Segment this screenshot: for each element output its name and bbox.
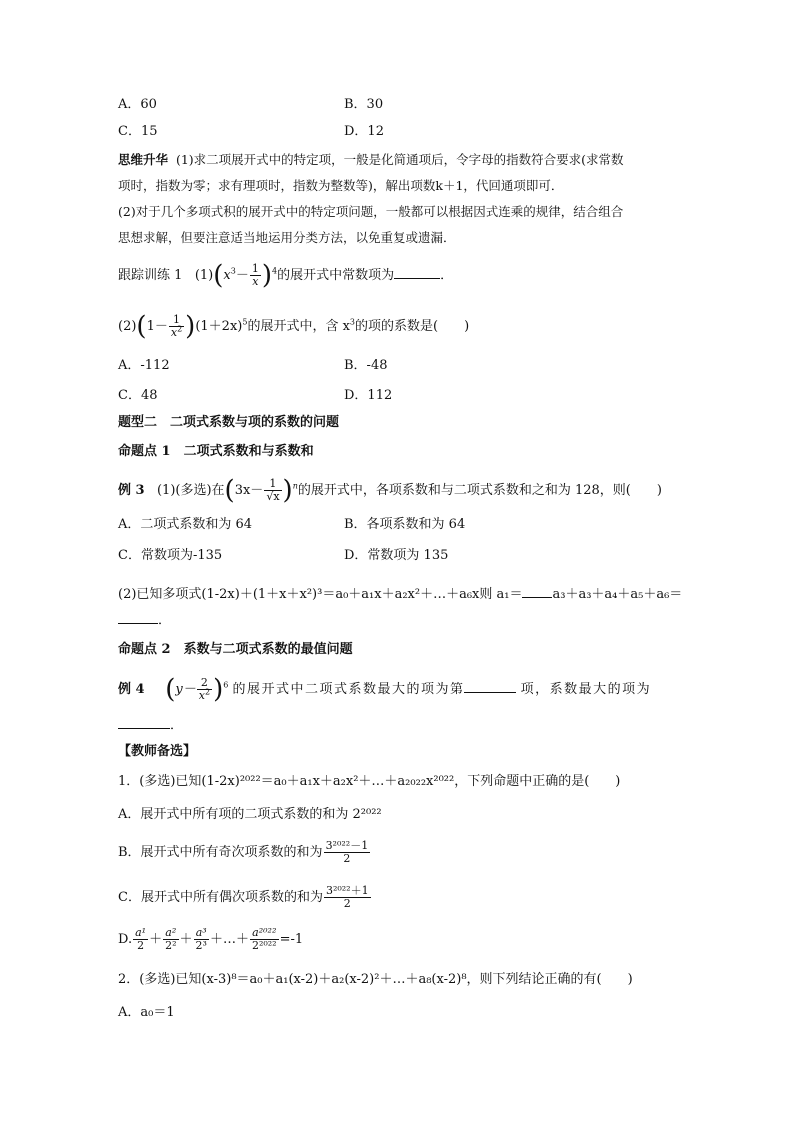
frac-den: √x xyxy=(266,490,280,503)
option-d-end: =-1 xyxy=(279,932,304,947)
paren-left: ( xyxy=(224,475,235,506)
paren-right: ) xyxy=(185,311,196,342)
example4-line2 xyxy=(118,715,183,736)
exp: 2 xyxy=(204,687,211,697)
frac-den: x xyxy=(252,275,259,288)
frac-num: 2 xyxy=(197,677,212,690)
fraction xyxy=(324,885,371,910)
paren-right: ) xyxy=(213,674,224,705)
option-c-text: C．展开式中所有偶次项系数的和为 xyxy=(118,890,323,905)
period: ． xyxy=(158,613,172,628)
period: ． xyxy=(440,268,454,283)
track-q1 xyxy=(118,260,454,291)
option-b-text: B．展开式中所有奇次项系数的和为 xyxy=(118,845,323,860)
example3-label: 例 3 xyxy=(118,483,145,498)
siwei-p2a: (2)对于几个多项式积的展开式中的特定项问题，一般都可以根据因式连乘的规律，结合组合 xyxy=(118,204,624,219)
period: ． xyxy=(170,718,184,733)
option-a: A．60 xyxy=(118,97,157,112)
track-q2-end: 的项的系数是( ) xyxy=(355,319,470,334)
example4-label: 例 4 xyxy=(118,682,145,697)
power: n xyxy=(292,481,298,491)
example3-option-d: D．常数项为 135 xyxy=(344,548,449,563)
fraction xyxy=(197,677,212,702)
teacher-q1-option-a: A．展开式中所有项的二项式系数的和为 2²⁰²² xyxy=(118,807,382,822)
track-q1-text: 的展开式中常数项为 xyxy=(277,268,395,283)
fraction xyxy=(264,478,281,503)
option-b: B．30 xyxy=(344,97,384,112)
example3-q2-text-b: a₃＋a₃＋a₄＋a₅＋a₆＝ xyxy=(552,587,683,602)
paren-right: ) xyxy=(261,260,272,291)
frac-den: 2³ xyxy=(195,939,207,952)
example3-q1 xyxy=(118,475,662,506)
frac-num: 3²⁰²²＋1 xyxy=(325,884,369,897)
frac-num: 1 xyxy=(264,478,281,491)
frac-num: a² xyxy=(163,927,178,940)
fraction xyxy=(133,927,148,952)
fraction xyxy=(169,314,184,339)
example3-pre: (1)(多选)在 xyxy=(156,483,225,498)
answer-blank[interactable] xyxy=(118,610,158,624)
power: 6 xyxy=(223,680,229,690)
type2-title: 题型二 二项式系数与项的系数的问题 xyxy=(118,415,340,430)
track-option-d: D．112 xyxy=(344,388,393,403)
example3-option-c: C．常数项为-135 xyxy=(118,548,223,563)
siwei-p1a: (1)求二项展开式中的特定项，一般是化简通项后，令字母的指数符合要求(求常数 xyxy=(175,152,624,167)
term-3x: 3x－ xyxy=(234,483,264,498)
frac-num: a³ xyxy=(194,927,209,940)
paren-right: ) xyxy=(282,475,293,506)
example3-option-b: B．各项系数和为 64 xyxy=(344,517,466,532)
exp: 3 xyxy=(349,317,356,327)
example3-q2-text: (2)已知多项式(1-2x)＋(1＋x＋x²)³＝a₀＋a₁x＋a₂x²＋…＋a₆x则 a₁＝ xyxy=(118,587,523,602)
example3-q2-line2 xyxy=(118,610,171,631)
one-minus: 1－ xyxy=(146,319,168,334)
exp: 2 xyxy=(177,324,183,334)
answer-blank[interactable] xyxy=(464,679,516,693)
frac-den xyxy=(197,687,212,702)
teacher-q1: 1．(多选)已知(1-2x)²⁰²²＝a₀＋a₁x＋a₂x²＋…＋a₂₀₂₂x²⁰²²，下列命题中正确的是( ) xyxy=(118,774,621,789)
teacher-title: 【教师备选】 xyxy=(118,744,197,759)
frac-num: 3²⁰²²－1 xyxy=(325,839,369,852)
minus: － xyxy=(235,268,249,283)
teacher-q2: 2．(多选)已知(x-3)⁸＝a₀＋a₁(x-2)＋a₂(x-2)²＋…＋a₈(x-2)⁸，则下列结论正确的有( ) xyxy=(118,972,633,987)
frac-den: 2²⁰²² xyxy=(251,939,277,952)
frac-den: 2 xyxy=(343,852,351,865)
example4-mid: 项，系数最大的项为 xyxy=(520,682,652,697)
frac-den xyxy=(169,324,184,339)
teacher-q1-option-c xyxy=(118,885,372,910)
var-x: x xyxy=(223,268,231,283)
track-q2 xyxy=(118,311,470,342)
factor: (1＋2x) xyxy=(195,319,243,334)
frac-num: a¹ xyxy=(135,926,147,939)
answer-blank[interactable] xyxy=(522,584,552,598)
track-option-b: B．-48 xyxy=(344,358,388,373)
frac-den: 2² xyxy=(165,939,177,952)
siwei-p1b: 项时，指数为零；求有理项时，指数为整数等)，解出项数k＋1，代回通项即可． xyxy=(118,178,564,193)
siwei-p2b: 思想求解，但要注意适当地运用分类方法，以免重复或遗漏． xyxy=(118,230,456,245)
point2-title: 命题点 2 系数与二项式系数的最值问题 xyxy=(118,642,353,657)
paren-left: ( xyxy=(213,260,224,291)
fraction xyxy=(250,263,261,288)
point1-title: 命题点 1 二项式系数和与系数和 xyxy=(118,444,314,459)
dots: ＋…＋ xyxy=(209,932,249,947)
track-option-a: A．-112 xyxy=(118,358,170,373)
option-d: D．12 xyxy=(344,124,384,139)
power: 4 xyxy=(272,266,278,276)
paren-left: ( xyxy=(165,674,176,705)
example3-text: 的展开式中，各项系数和与二项式系数和之和为 128，则( ) xyxy=(297,483,662,498)
fraction xyxy=(324,840,371,865)
frac-den: 2 xyxy=(343,897,351,910)
example3-q2 xyxy=(118,584,682,605)
track-q1-num: (1) xyxy=(194,268,214,283)
teacher-q1-option-d: D. $\frac{\text{a¹}}{2}$ ＋ $\frac{\text{a²}}{\text{2²}}$ ＋ $\frac{\text{a³}}{\text{2³}}$ ＋…＋ $\frac{\text{a²⁰²²}}{\text{2²⁰²²}}$ =-1 xyxy=(118,926,304,952)
frac-den-var: x xyxy=(170,326,178,339)
exp: 3 xyxy=(230,266,236,276)
siwei-line1 xyxy=(118,150,624,170)
option-c: C．15 xyxy=(118,124,158,139)
answer-blank[interactable] xyxy=(118,715,170,729)
fraction xyxy=(163,927,178,952)
example4-text: 的展开式中二项式系数最大的项为第 xyxy=(232,682,465,697)
exp: 5 xyxy=(242,317,248,327)
track-q2-text: 的展开式中，含 x xyxy=(247,319,350,334)
siwei-title: 思维升华 xyxy=(118,152,169,167)
option-d-label: D. xyxy=(118,932,133,947)
term-y: y－ xyxy=(175,682,196,697)
frac-num: a²⁰²² xyxy=(250,927,279,940)
answer-blank[interactable] xyxy=(394,265,440,279)
teacher-q1-option-b xyxy=(118,840,371,865)
frac-num: 1 xyxy=(251,262,259,275)
frac-den: 2 xyxy=(137,939,145,952)
track-option-c: C．48 xyxy=(118,388,158,403)
fraction xyxy=(194,927,209,952)
paren-left: ( xyxy=(136,311,147,342)
example4 xyxy=(118,674,652,705)
track-label: 跟踪训练 1 xyxy=(118,268,183,283)
frac-num: 1 xyxy=(169,314,184,327)
fraction xyxy=(250,927,279,952)
example3-option-a: A．二项式系数和为 64 xyxy=(118,517,253,532)
frac-den-var: x xyxy=(198,689,205,702)
teacher-q2-option-a: A．a₀＝1 xyxy=(118,1005,175,1020)
track-q2-num: (2) xyxy=(118,319,137,334)
